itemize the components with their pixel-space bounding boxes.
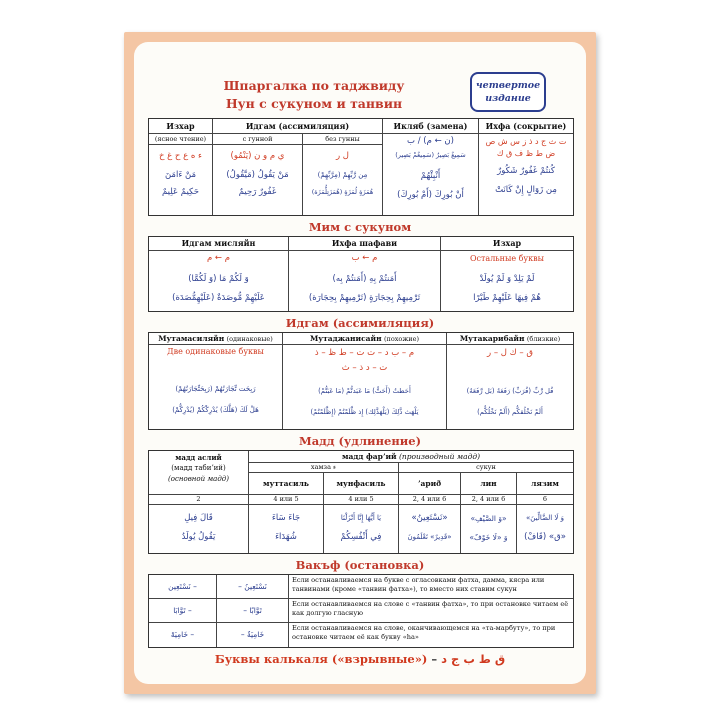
page-title: Шпаргалка по таджвиду bbox=[223, 78, 405, 93]
madd-col-arid-count: 2, 4 или 6 bbox=[399, 495, 461, 505]
mutajanisayn-letters-2: ت – د ذ – ث bbox=[341, 363, 388, 373]
madd-fari-sub: (производный мадд) bbox=[398, 452, 480, 461]
waqf-row-2-left: تَوَّابَا – bbox=[149, 599, 217, 623]
idgam-with-example-2: غَفُورٌ رَحِيمٌ bbox=[238, 187, 277, 197]
mutaqaribayn-title: Мутакарибайн bbox=[459, 334, 525, 343]
mim-izhar-body bbox=[441, 251, 573, 311]
madd-col-lin-body bbox=[461, 505, 517, 553]
mim-izhar-header: Изхар bbox=[441, 237, 573, 251]
madd-asli-example-2: يَقُولُ يُولَدُ bbox=[181, 532, 216, 542]
madd-lazim-example-2: «ق» (قَافْ) bbox=[524, 532, 566, 542]
idgam-without-body bbox=[303, 145, 383, 215]
mutajanisayn-example-1: أَحَطتُ (أَحَتُّ) مَا عَبَدتُّمْ (مَا عَبَتُّمْ) bbox=[318, 387, 411, 395]
mim-ikhfa-example-2: تَرْمِيهِمْ بِحِجَارَةٍ (تَرْمِيهِمْ بِحِجَارَة) bbox=[308, 293, 421, 303]
madd-arid-example-2: «قَدِيرٌ» تَعْلَمُونَ bbox=[407, 533, 452, 541]
idgam-header: Идгам (ассимиляция) bbox=[213, 119, 383, 134]
mutamasilayn-text: Две одинаковые буквы bbox=[167, 347, 264, 356]
idgam-with-ghunna-label: с гунной bbox=[213, 134, 303, 145]
mutaqaribayn-example-2: أَلَمْ نَخْلُقكُّم (أَلَمْ نَخْلُكُّم) bbox=[477, 408, 543, 416]
idgam-with-letters: ي م و ن (يَنْمُو) bbox=[230, 151, 285, 161]
mim-idgam-example-2: عَلَيْهِمْ مُّوصَدَةٌ (عَلَيْهِمُّصَدَة) bbox=[172, 293, 265, 303]
mim-ikhfa-body bbox=[289, 251, 441, 311]
mutaqaribayn-sub: (близкие) bbox=[526, 335, 561, 343]
page-subtitle: Нун с сукуном и танвин bbox=[225, 96, 403, 111]
mutajanisayn-header bbox=[283, 333, 447, 345]
madd-fari-header bbox=[249, 451, 573, 463]
madd-asli-line3: (основной мадд) bbox=[168, 475, 229, 483]
waqf-row-1-left: نَسْتَعِين – bbox=[149, 575, 217, 599]
mutajanisayn-sub: (похожие) bbox=[383, 335, 420, 343]
izhar-body bbox=[149, 145, 213, 215]
madd-section-title: Мадд (удлинение) bbox=[298, 434, 422, 448]
waqf-row-3-text: Если останавливаемся на слове, оканчивающемся на «та-марбуту», то при остановке читаем её как букву «ha» bbox=[292, 624, 556, 641]
idgam-without-ghunna-label: без гунны bbox=[303, 134, 383, 145]
izhar-example-1: مَنْ ءَامَنَ bbox=[164, 170, 197, 180]
waqf-row-3-left: خَامِيَهْ – bbox=[149, 623, 217, 647]
madd-col-muttasil-count: 4 или 5 bbox=[249, 495, 324, 505]
ikhfa-header: Ихфа (сокрытие) bbox=[479, 119, 573, 134]
madd-asli-count: 2 bbox=[149, 495, 249, 505]
madd-asli-body bbox=[149, 505, 249, 553]
madd-col-muttasil-name: муттасиль bbox=[249, 473, 324, 495]
iqlab-example-1: أَنْبِئْهُمْ bbox=[420, 171, 441, 181]
madd-muttasil-example-1: جَاءَ سَاءَ bbox=[271, 513, 301, 523]
mim-idgam-header: Идгам мисляйн bbox=[149, 237, 289, 251]
madd-col-arid-name: ʼариð bbox=[399, 473, 461, 495]
qalqala-dash: – bbox=[431, 652, 442, 666]
mutajanisayn-body bbox=[283, 345, 447, 429]
iqlab-example-0: سَمِيعٌ بَصِيرٌ (سَمِيعٌمْ بَصِير) bbox=[395, 151, 466, 159]
mutaqaribayn-letters: ق – ك ل – ر bbox=[487, 348, 533, 358]
mutajanisayn-title: Мутаджанисайн bbox=[309, 334, 382, 343]
madd-col-muttasil-body bbox=[249, 505, 324, 553]
izhar-sub: (ясное чтение) bbox=[149, 134, 213, 145]
madd-sukun-label: сукун bbox=[399, 463, 573, 473]
idgam-with-example-1: مَنْ يَقُولُ (مَيَّقُولُ) bbox=[226, 170, 289, 180]
qalqala-line bbox=[134, 652, 586, 666]
mim-idgam-letters: م ← م bbox=[206, 253, 231, 263]
madd-col-lazim-count: 6 bbox=[517, 495, 573, 505]
idgam-with-body bbox=[213, 145, 303, 215]
madd-lin-example-2: وَ «لَا خَوْفٌ» bbox=[469, 533, 508, 542]
mim-section-title: Мим с сукуном bbox=[308, 220, 412, 234]
mim-ikhfa-example-1: أَمَنتُمْ بِهِ (أَمَنتُمْ بِه) bbox=[332, 274, 397, 284]
madd-lin-example-1: «وَ الصَّيْفِ» bbox=[470, 514, 507, 523]
waqf-row-2-text: Если останавливаемся на слове с «танвин фатха», то при остановке читаем её как долгую гласную bbox=[289, 599, 573, 623]
madd-fari-title: мадд фарʼий bbox=[342, 452, 397, 461]
madd-muttasil-example-2: شُهَدَاءَ bbox=[275, 532, 297, 542]
madd-asli-title: мадд аслий bbox=[175, 453, 222, 462]
iqlab-example-2: أَنْ بُورِكَ (أَمْ بُورِكَ) bbox=[397, 190, 464, 200]
waqf-row-2-mid: – تَوَّابًا bbox=[217, 599, 289, 623]
mutamasilayn-body bbox=[149, 345, 283, 429]
izhar-letters: ء ه ع ح غ خ bbox=[158, 151, 203, 161]
qalqala-title: Буквы калькаля («взрывные») bbox=[214, 652, 428, 666]
nun-table bbox=[148, 118, 574, 216]
madd-table bbox=[148, 450, 574, 554]
mutajanisayn-letters-1: م – ب د – ت ت – ط ظ – ذ bbox=[314, 348, 415, 358]
waqf-table bbox=[148, 574, 574, 648]
mim-table bbox=[148, 236, 574, 312]
idgam-without-example-2: هُمَزَةٍ لُمَزَةٍ (هُمَزَتِلُّمَزَة) bbox=[311, 188, 374, 196]
cheat-sheet bbox=[124, 32, 596, 694]
mutajanisayn-example-2: يَلْهَث ذَّلِكَ (يَلْهَذَّلِك) إِذ ظَّلَمْتُمْ (إِظَّلَمْتُمْ) bbox=[310, 408, 419, 416]
idgam-without-example-1: مِن رَّبِّهِمْ (مِرَّبِّهِمْ) bbox=[317, 171, 368, 179]
mim-izhar-example-1: لَمْ يَلِدْ وَ لَمْ يُولَدْ bbox=[479, 274, 535, 284]
iqlab-header: Икляб (замена) bbox=[383, 119, 479, 134]
ikhfa-letters: ت ث ج د ذ ز س ش ص ض ط ظ ف ق ك bbox=[485, 137, 567, 158]
madd-col-lazim-name: лязим bbox=[517, 473, 573, 495]
mutaqaribayn-header bbox=[447, 333, 573, 345]
madd-munfasil-example-2: فِي أَنْفُسِكُمْ bbox=[340, 532, 382, 542]
madd-hamza-label: хамза ء bbox=[249, 463, 399, 473]
mim-idgam-body bbox=[149, 251, 289, 311]
ikhfa-body bbox=[479, 134, 573, 215]
madd-asli-header bbox=[149, 451, 249, 495]
mutamasilayn-example-2: هَلْ لَكَ (هَلَّكَ) يُدْرِكْكُمْ (يُدْرِكُّمْ) bbox=[172, 406, 259, 414]
madd-col-lazim-body bbox=[517, 505, 573, 553]
madd-col-lin-count: 2, 4 или 6 bbox=[461, 495, 517, 505]
madd-col-munfasil-name: мунфасиль bbox=[324, 473, 399, 495]
iqlab-body bbox=[383, 134, 479, 215]
edition-badge: четвертое издание bbox=[470, 72, 546, 112]
izhar-example-2: حَكِيمٌ عَلِيمٌ bbox=[162, 187, 199, 197]
madd-col-munfasil-body bbox=[324, 505, 399, 553]
mutaqaribayn-example-1: قُل رَّبِّ (قُرَبِّ) رَفَعَهُ (بَل رَّفَعَهُ) bbox=[466, 387, 554, 395]
waqf-section-title: Вакъф (остановка) bbox=[295, 558, 425, 572]
mim-izhar-rest: Остальные буквы bbox=[469, 254, 545, 263]
mutamasilayn-sub: (одинаковые) bbox=[226, 335, 273, 343]
mim-idgam-example-1: وَ لَكُمْ مَا (وَ لَكُمَّا) bbox=[188, 274, 249, 284]
mutamasilayn-example-1: رَبِحَت تِّجَارَتُهُمْ (رَبِحَتِّجَارَتُهُمْ) bbox=[175, 385, 256, 393]
ikhfa-example-2: مِن زَوَالٍ إِنْ كَانَتْ bbox=[495, 185, 557, 195]
madd-arid-example-1: «نَسْتَعِينُ» bbox=[411, 513, 448, 523]
mim-ikhfa-header: Ихфа шафави bbox=[289, 237, 441, 251]
waqf-row-1-mid: – نَسْتَعِينُ bbox=[217, 575, 289, 599]
idgam-section-title: Идгам (ассимиляция) bbox=[285, 316, 435, 330]
madd-lazim-example-1: وَ لَا الضَّالِّينَ» bbox=[526, 514, 564, 522]
qalqala-letters: ق ط ب ج د bbox=[441, 652, 506, 666]
madd-munfasil-example-1: يَا أَيُّهَا إِنَّا أَنْزَلْنَا bbox=[340, 514, 382, 522]
mutamasilayn-title: Мутамасиляйн bbox=[158, 334, 225, 343]
idgam-table bbox=[148, 332, 574, 430]
idgam-without-letters: ل ر bbox=[336, 151, 349, 161]
madd-asli-example-1: قَالَ فِيلِ bbox=[184, 513, 213, 523]
mutaqaribayn-body bbox=[447, 345, 573, 429]
madd-col-munfasil-count: 4 или 5 bbox=[324, 495, 399, 505]
mim-izhar-example-2: هُمْ فِيهَا عَلَيْهِمْ طَيْرًا bbox=[473, 293, 541, 303]
mutamasilayn-header bbox=[149, 333, 283, 345]
sheet-inner bbox=[134, 42, 586, 684]
waqf-row-1-text: Если останавливаемся на букве с огласовками фатха, дамма, кясра или танвинами (кроме «танвин фатха»), то вместо них ставим сукун bbox=[289, 575, 573, 599]
madd-asli-line2: (мадд табиʼий) bbox=[171, 464, 226, 472]
iqlab-letters: (ن ← م) / ب bbox=[407, 136, 454, 146]
izhar-header: Изхар bbox=[149, 119, 213, 134]
ikhfa-example-1: كُنتُمْ غَفُورٌ شَكُورٌ bbox=[497, 166, 555, 176]
madd-col-arid-body bbox=[399, 505, 461, 553]
mim-ikhfa-letters: م ← ب bbox=[351, 253, 378, 263]
madd-col-lin-name: лин bbox=[461, 473, 517, 495]
waqf-row-3-mid: – خَامِيَةٌ bbox=[217, 623, 289, 647]
